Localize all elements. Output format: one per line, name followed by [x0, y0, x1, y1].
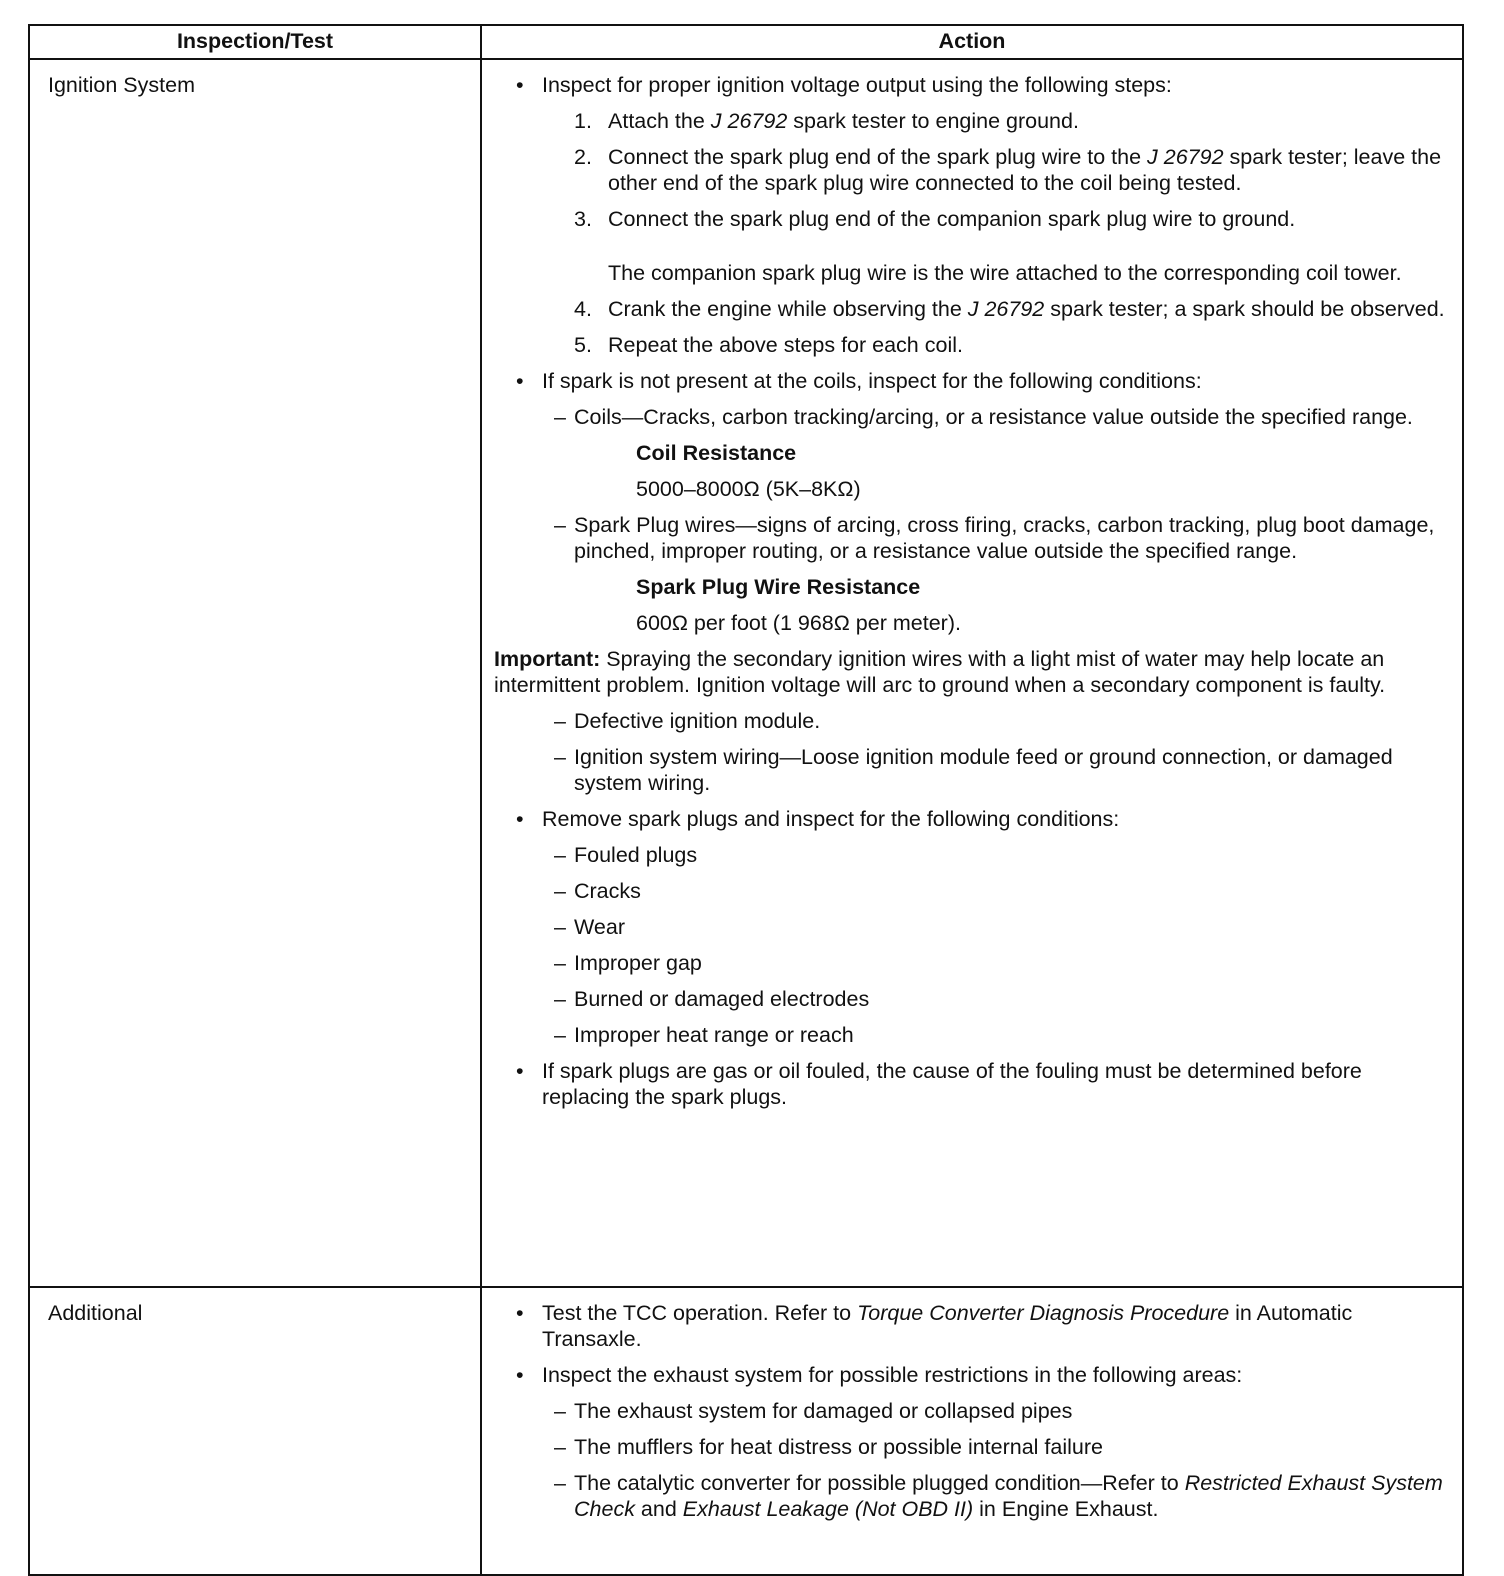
dash-item: – The mufflers for heat distress or possible internal failure	[494, 1434, 1452, 1460]
step-text: Connect the spark plug end of the companion spark plug wire to ground.	[608, 207, 1296, 231]
step-text: Attach the	[608, 109, 711, 133]
step-number: 2.	[574, 145, 592, 169]
header-row	[29, 25, 1463, 59]
list-item: – Wear	[494, 914, 1452, 940]
dash-text: in Engine Exhaust.	[973, 1497, 1159, 1521]
spec-value: 5000–8000Ω (5K–8KΩ)	[636, 477, 861, 501]
important-label: Important:	[494, 647, 601, 671]
table-row-additional	[29, 1287, 1463, 1575]
dash-item	[494, 1470, 1452, 1522]
spec-title: Coil Resistance	[636, 441, 797, 465]
step-number: 4.	[574, 297, 592, 321]
table-row-ignition-system	[29, 59, 1463, 1287]
step-number: 3.	[574, 207, 592, 231]
bullet-item	[494, 1300, 1452, 1352]
action-cell	[481, 59, 1463, 1287]
tool-reference: J 26792	[967, 297, 1045, 321]
numbered-step	[494, 206, 1452, 286]
step-note: The companion spark plug wire is the wire attached to the corresponding coil tower.	[608, 261, 1402, 285]
dash-item: – Coils—Cracks, carbon tracking/arcing, or a resistance value outside the specified range.	[494, 404, 1452, 430]
bullet-text: Test the TCC operation. Refer to	[542, 1301, 858, 1325]
dash-item: – The exhaust system for damaged or collapsed pipes	[494, 1398, 1452, 1424]
procedure-reference: Restricted Exhaust System Check	[574, 1471, 1443, 1521]
bullet-item: • Inspect for proper ignition voltage output using the following steps:	[494, 72, 1452, 98]
row-label: Ignition System	[29, 59, 481, 1287]
important-text: Spraying the secondary ignition wires with a light mist of water may help locate an intermittent problem. Ignition voltage will arc to ground when a secondary component is faulty.	[494, 647, 1386, 697]
bullet-text: in Automatic Transaxle.	[542, 1301, 1353, 1351]
step-number: 1.	[574, 109, 592, 133]
dash-text: and	[634, 1497, 683, 1521]
step-text: Crank the engine while observing the	[608, 297, 968, 321]
list-item: – Improper gap	[494, 950, 1452, 976]
header-inspection-test: Inspection/Test	[29, 25, 481, 59]
spec-title: Spark Plug Wire Resistance	[636, 575, 921, 599]
row-label: Additional	[29, 1287, 481, 1575]
dash-item: – Defective ignition module.	[494, 708, 1452, 734]
tool-reference: J 26792	[710, 109, 788, 133]
numbered-step	[494, 332, 1452, 358]
action-cell	[481, 1287, 1463, 1575]
numbered-step	[494, 144, 1452, 196]
step-text: spark tester; leave the other end of the spark plug wire connected to the coil being tested.	[608, 145, 1442, 195]
bullet-item: • If spark plugs are gas or oil fouled, the cause of the fouling must be determined before replacing the spark plugs.	[494, 1058, 1452, 1110]
list-item: – Fouled plugs	[494, 842, 1452, 868]
bullet-item: • Remove spark plugs and inspect for the following conditions:	[494, 806, 1452, 832]
procedure-reference: Torque Converter Diagnosis Procedure	[857, 1301, 1230, 1325]
list-item: – Burned or damaged electrodes	[494, 986, 1452, 1012]
numbered-step	[494, 296, 1452, 322]
dash-item: – Spark Plug wires—signs of arcing, cross firing, cracks, carbon tracking, plug boot damage, pinched, improper routing, or a resistance value outside the specified range.	[494, 512, 1452, 564]
tool-reference: J 26792	[1147, 145, 1224, 169]
procedure-reference: Exhaust Leakage (Not OBD II)	[682, 1497, 974, 1521]
bullet-item: • If spark is not present at the coils, inspect for the following conditions:	[494, 368, 1452, 394]
spec-value: 600Ω per foot (1 968Ω per meter).	[636, 611, 961, 635]
step-text: spark tester to engine ground.	[787, 109, 1079, 133]
list-item: – Improper heat range or reach	[494, 1022, 1452, 1048]
list-item: – Cracks	[494, 878, 1452, 904]
step-text: spark tester; a spark should be observed.	[1044, 297, 1445, 321]
dash-item: – Ignition system wiring—Loose ignition module feed or ground connection, or damaged system wiring.	[494, 744, 1452, 796]
important-note	[494, 646, 1452, 698]
numbered-step	[494, 108, 1452, 134]
step-text: Connect the spark plug end of the spark plug wire to the	[608, 145, 1148, 169]
step-text: Repeat the above steps for each coil.	[608, 333, 963, 357]
dash-text: The catalytic converter for possible plugged condition—Refer to	[574, 1471, 1185, 1495]
bullet-item: • Inspect the exhaust system for possible restrictions in the following areas:	[494, 1362, 1452, 1388]
header-action: Action	[481, 25, 1463, 59]
inspection-table	[28, 24, 1464, 1576]
step-number: 5.	[574, 333, 592, 357]
